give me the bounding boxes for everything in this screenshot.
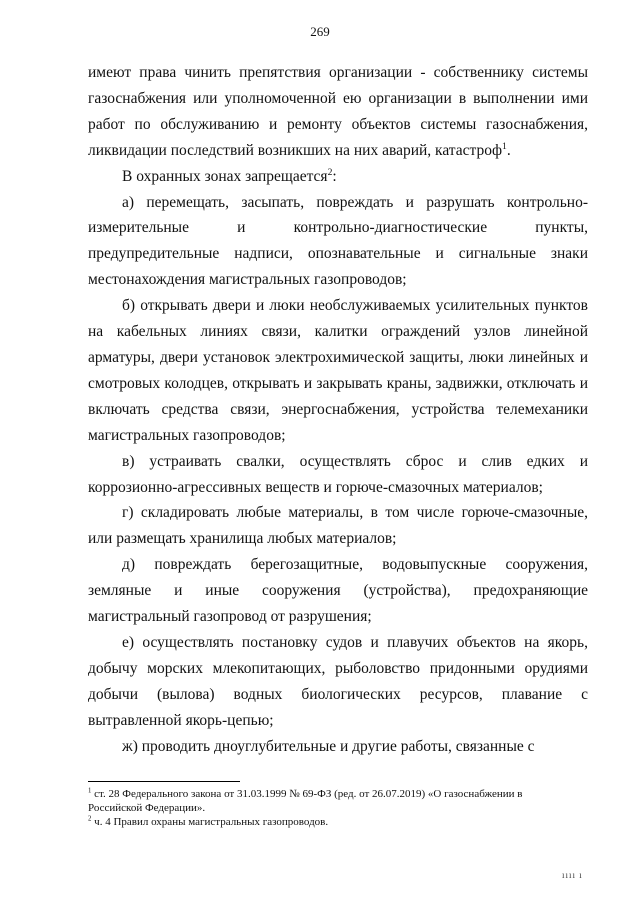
paragraph xyxy=(88,630,588,734)
footnote-number: 2 xyxy=(88,815,92,823)
footnotes xyxy=(88,787,578,829)
footnote-ref: 2 xyxy=(327,166,333,178)
paragraph xyxy=(88,500,588,552)
paragraph xyxy=(88,293,588,448)
footnote xyxy=(88,815,578,829)
paragraph xyxy=(88,734,588,760)
paragraph-text: а) перемещать, засыпать, повреждать и разрушать контрольно-измерительные и контрольно-диагностические пункты, предупредительные надписи, опознавательные и сигнальные знаки местонахождения магистральных газопроводов; xyxy=(88,193,588,289)
footnote-text: ч. 4 Правил охраны магистральных газопроводов. xyxy=(91,816,329,828)
paragraph-punctuation: . xyxy=(506,141,511,159)
footnote xyxy=(88,787,578,815)
body-text xyxy=(88,60,588,759)
footnote-ref: 1 xyxy=(502,140,507,152)
footnote-separator xyxy=(88,781,240,782)
paragraph-text: е) осуществлять постановку судов и плавучих объектов на якорь, добычу морских млекопитающих, рыболовство придонными орудиями добычи (вылова) водных биологических ресурсов, плавание с вытравленной якорь-цепью; xyxy=(88,633,588,729)
page-number: 269 xyxy=(310,24,330,39)
footnote-text: ст. 28 Федерального закона от 31.03.1999 № 69-ФЗ (ред. от 26.07.2019) «О газоснабжении в Российской Федерации». xyxy=(88,788,523,814)
paragraph xyxy=(88,164,588,190)
paragraph xyxy=(88,449,588,501)
footnote-number: 1 xyxy=(88,787,92,795)
paragraph-text: в) устраивать свалки, осуществлять сброс и слив едких и коррозионно-агрессивных веществ и горюче-смазочных материалов; xyxy=(88,452,588,496)
paragraph xyxy=(88,552,588,630)
paragraph xyxy=(88,60,588,164)
paragraph xyxy=(88,190,588,294)
paragraph-text: ж) проводить дноуглубительные и другие работы, связанные с xyxy=(122,737,535,755)
paragraph-text: д) повреждать берегозащитные, водовыпускные сооружения, земляные и иные сооружения (устройства), предохраняющие магистральный газопровод от разрушения; xyxy=(88,556,588,626)
paragraph-text: б) открывать двери и люки необслуживаемых усилительных пунктов на кабельных линиях связи, калитки ограждений узлов линейной арматуры, двери установок электрохимической защиты, люки линейных и смотровых колодцев, открывать и закрывать краны, задвижки, отключать и включать средства связи, энергоснабжения, устройства телемеханики магистральных газопроводов; xyxy=(88,297,588,444)
paragraph-text: г) складировать любые материалы, в том числе горюче-смазочные, или размещать хранилища любых материалов; xyxy=(88,504,588,548)
paragraph-punctuation: : xyxy=(332,167,337,185)
paragraph-text: В охранных зонах запрещается xyxy=(122,167,328,185)
paragraph-text: имеют права чинить препятствия организации - собственнику системы газоснабжения или уполномоченной ею организации в выполнении ими работ по обслуживанию и ремонту объектов системы газоснабжения, ликвидации последствий возникших на них аварий, катастроф xyxy=(88,64,588,159)
corner-mark: ıııı ı xyxy=(562,870,583,880)
